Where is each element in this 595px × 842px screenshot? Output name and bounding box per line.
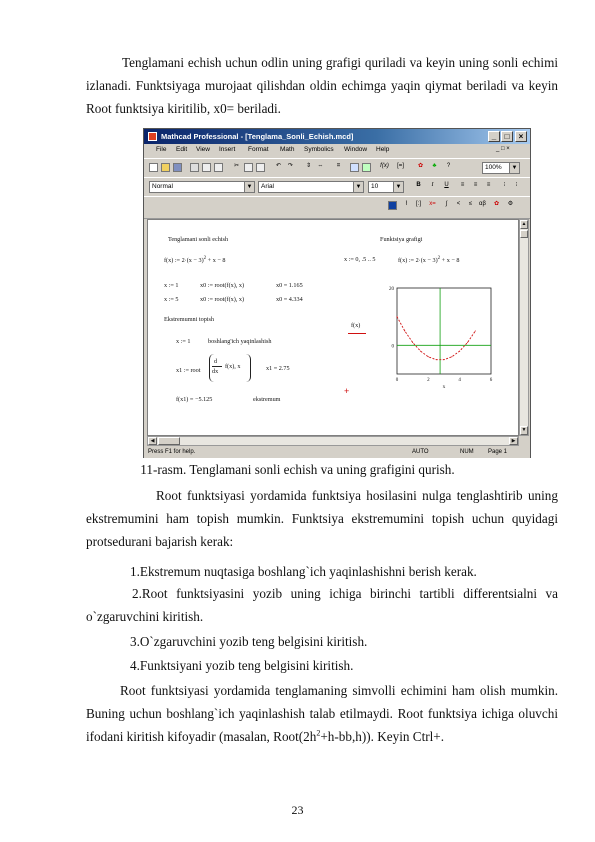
intro-text: Tenglamani echish uchun odlin uning grafigi quriladi va keyin uning sonli echimi izlanadi. Funktsiyaga murojaat qilishdan oldin echimga yaqin qiymat beriladi va keyin Root funktsiya kiritilib, x0= beriladi. [86,55,558,116]
curve-point [412,342,413,343]
align-horizontal-icon[interactable]: ⇔ [317,163,324,169]
scroll-down-icon[interactable]: ▼ [521,427,527,433]
step-4: 4.Funktsiyani yozib teng belgisini kiritish. [130,658,354,673]
x-axis-label: x [442,384,446,390]
numbering-icon[interactable]: ⁝ [515,182,518,188]
zoom-value: 100% [485,164,502,171]
greek-palette-icon[interactable]: αβ [479,201,486,207]
redo-icon[interactable]: ↷ [287,163,294,169]
horizontal-scrollbar[interactable] [147,436,519,446]
help-icon[interactable]: ? [446,163,451,169]
boolean-palette-icon[interactable]: < [456,201,461,207]
menu-window[interactable]: Window [344,146,368,153]
extremum-note: ekstremum [253,396,281,403]
initial-guess-2: x := 5 [164,296,179,303]
status-auto: AUTO [412,449,429,455]
insert-unit-icon[interactable]: [=] [397,163,404,169]
menu-file[interactable]: File [156,146,167,153]
symbolic-text-b: +h-bb,h)). Keyin Ctrl+. [320,728,445,744]
window-titlebar [144,129,530,144]
minimize-icon[interactable]: _ [488,131,500,142]
x-tick-label: 4 [458,378,461,383]
initial-guess-1: x := 1 [164,282,179,289]
hscroll-thumb[interactable] [158,437,180,445]
maximize-icon[interactable]: □ [501,131,513,142]
initial-guess-note: boshlang'ich yaqinlashish [208,338,272,345]
window-title: Mathcad Professional - [Tenglama_Sonli_Echish.mcd] [161,132,354,141]
root-call-2: x0 := root(f(x), x) [200,296,245,303]
curve-point [467,342,468,343]
zoom-select[interactable] [482,162,520,174]
extremum-value: f(x1) = −5.125 [176,396,213,403]
programming-palette-icon[interactable]: ≤ [468,201,473,207]
save-icon[interactable] [173,163,182,172]
paste-icon[interactable] [256,163,265,172]
align-icon[interactable]: ⇕ [305,163,312,169]
x-tick-label: 6 [489,378,493,383]
formatting-toolbar [144,177,530,197]
series-legend-line [348,333,366,334]
graph-palette-icon[interactable]: ⌇ [405,201,408,207]
calculus-palette-icon[interactable]: ∫ [445,201,448,207]
root-result-2: x0 = 4.334 [276,296,303,303]
print-icon[interactable] [190,163,199,172]
calculator-palette-icon[interactable] [388,201,397,210]
vertical-scrollbar[interactable] [519,219,529,436]
menu-view[interactable]: View [196,146,210,153]
insert-matrix-icon[interactable] [362,163,371,172]
status-num: NUM [460,449,474,455]
insert-graph-icon[interactable] [350,163,359,172]
status-help-text: Press F1 for help. [148,449,196,455]
font-size-value: 10 [371,183,379,190]
intro-paragraph [86,52,558,120]
status-page: Page 1 [488,449,508,455]
root-paragraph [86,485,558,553]
align-right-icon[interactable]: ≡ [486,182,491,188]
extremum-root-call: x1 := root [176,367,201,374]
step-2-text: 2.Root funktsiyasini yozib uning ichiga birinchi tartibli differentsialni va o`zgaruvchini kiritish. [86,586,558,624]
fraction-bar [212,366,222,367]
font-value: Arial [261,183,275,190]
y-axis-label: f(x) [351,322,361,329]
menu-help[interactable]: Help [376,146,390,153]
menu-format[interactable]: Format [248,146,269,153]
curve-point [459,351,460,352]
align-left-icon[interactable]: ≡ [460,182,465,188]
chevron-down-icon: ▼ [393,182,403,192]
symbolic-text-a: Root funktsiyasi yordamida tenglamaning simvolli echimini ham olish mumkin. Buning uchun boshlang`ich yaqinlashish talab etilmaydi. Root funktsiya ichiga oluvchi ifodani kiritish kifoyadir (masalan, Root(2h [86,683,558,744]
curve-point [451,356,452,357]
evaluation-palette-icon[interactable]: x= [429,201,436,207]
style-value: Normal [152,183,173,190]
function-definition: f(x) := $2\cdot(x - 3)^2 + x - 8$ [164,256,226,265]
bold-icon[interactable]: B [416,182,421,188]
new-icon[interactable] [149,163,158,172]
app-icon [148,132,157,141]
chevron-down-icon: ▼ [509,163,519,173]
step-2 [86,583,558,629]
resources-icon[interactable]: ✿ [417,163,424,169]
status-bar [144,447,530,458]
initial-guess-3: x := 1 [176,338,191,345]
close-icon[interactable]: × [515,131,527,142]
underline-icon[interactable]: U [444,182,449,188]
y-tick-label: 20 [389,287,394,292]
curve-point [475,331,476,332]
style-select[interactable] [149,181,255,193]
curve-point [444,359,445,360]
step-1: 1.Ekstremum nuqtasiga boshlang`ich yaqinlashishni berish kerak. [130,564,477,579]
root-text: Root funktsiyasi yordamida funktsiya hosilasini nulga tenglashtirib uning ekstremumini ham topish mumkin. Funktsiya ekstremumini topish uchun quyidagi protsedurani bajarish kerak: [86,488,558,549]
root-call-1: x0 := root(f(x), x) [200,282,245,289]
cut-icon[interactable]: ✂ [233,163,240,169]
x-tick-label: 2 [427,378,430,383]
derivative-d: d [214,358,218,365]
scroll-left-icon[interactable]: ◀ [148,437,157,445]
print-preview-icon[interactable] [202,163,211,172]
menu-symbolics[interactable]: Symbolics [304,146,334,153]
modifier-palette-icon[interactable]: ⚙ [507,201,514,207]
superscript-two: 2 [316,728,321,738]
component-icon[interactable]: ♣ [432,163,437,169]
font-select[interactable] [258,181,364,193]
matrix-palette-icon[interactable]: [:] [415,201,421,207]
range-definition: x := 0, .5 .. 5 [344,256,376,263]
figure-caption: 11-rasm. Tenglamani sonli echish va uning grafigini qurish. [140,462,455,477]
derivative-dx: dx [212,368,219,375]
x-tick-label: 0 [395,378,399,383]
root-arguments: f(x), x [225,363,241,370]
curve-point [397,316,398,317]
scroll-right-icon[interactable]: ▶ [509,437,518,445]
mathcad-window-screenshot [143,128,531,458]
open-icon[interactable] [161,163,170,172]
symbolic-paragraph [86,680,558,748]
insert-function-icon[interactable]: f(x) [380,163,389,169]
crosshair-cursor-icon: + [344,386,350,396]
page-number: 23 [291,803,304,817]
y-tick-label: 0 [391,344,394,350]
math-toolbar [144,196,530,219]
extremum-x-result: x1 = 2.75 [266,365,290,372]
menu-insert[interactable]: Insert [219,146,236,153]
root-result-1: x0 = 1.165 [276,282,303,289]
heading-left: Tenglamani sonli echish [168,236,229,243]
standard-toolbar [144,158,530,178]
menu-math[interactable]: Math [280,146,295,153]
menu-edit[interactable]: Edit [176,146,188,153]
menu-bar [144,144,530,156]
spell-check-icon[interactable] [214,163,223,172]
curve-point [420,351,421,352]
italic-icon[interactable]: I [431,182,434,188]
scroll-up-icon[interactable]: ▲ [521,221,527,227]
undo-icon[interactable]: ↶ [275,163,282,169]
align-center-icon[interactable]: ≡ [473,182,478,188]
doc-window-controls-icon[interactable]: _ □ × [496,146,510,152]
chevron-down-icon: ▼ [353,182,363,192]
font-size-select[interactable] [368,181,404,193]
curve-point [404,331,405,332]
copy-icon[interactable] [244,163,253,172]
extremum-heading: Ekstremumni topish [164,316,215,323]
heading-right: Funktsiya grafigi [380,236,423,243]
curve-point [436,359,437,360]
function-plot[interactable] [379,282,499,392]
bullets-icon[interactable]: ⁝ [503,182,506,188]
scroll-thumb[interactable] [520,230,528,238]
chevron-down-icon: ▼ [244,182,254,192]
calculate-icon[interactable]: = [336,163,341,169]
curve-point [428,356,429,357]
step-3: 3.O`zgaruvchini yozib teng belgisini kiritish. [130,634,368,649]
function-definition-2: f(x) := $2\cdot(x - 3)^2 + x - 8$ [398,256,460,265]
symbolic-palette-icon[interactable]: ✿ [493,201,500,207]
worksheet-area[interactable] [147,219,519,436]
